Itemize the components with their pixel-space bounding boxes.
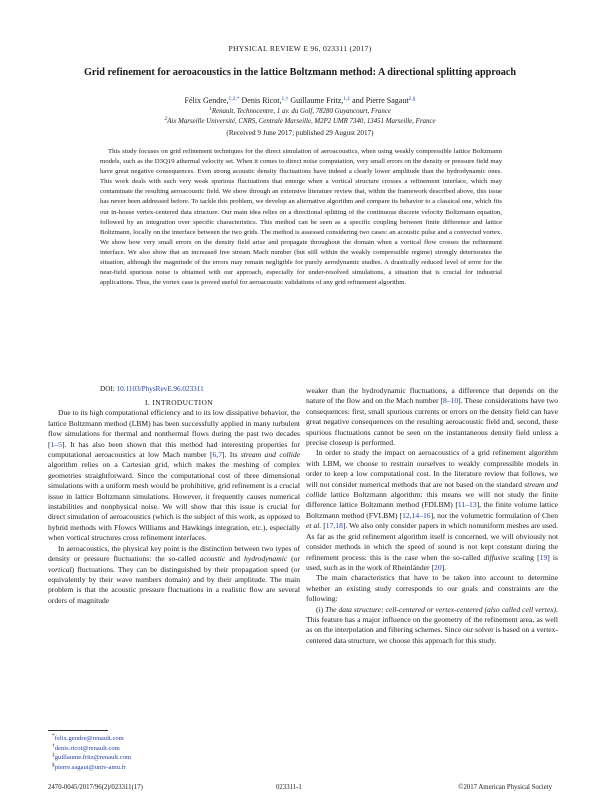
doi-label: DOI: (100, 385, 115, 393)
citation-link[interactable]: 19 (539, 552, 548, 562)
author-name: Guillaume Fritz, (290, 96, 344, 105)
footnote: †denis.ricot@renault.com (52, 742, 120, 752)
footnotes (52, 734, 131, 772)
author-list (0, 96, 600, 105)
author-name: Félix Gendre, (184, 96, 229, 105)
citation-link[interactable]: 11–13 (457, 500, 477, 510)
citation-link[interactable]: 8–10 (442, 396, 459, 406)
doi-link[interactable]: 10.1103/PhysRevE.96.023311 (116, 385, 204, 393)
footnote: ‡guillaume.fritz@renault.com (52, 752, 132, 762)
paragraph: weaker than the hydrodynamic fluctuations, a difference that depends on the nature of the flow and on the Mach number [8–10]. These considerations have two consequences: first, small spurious currents or errors on the density field can have great negative consequences on the resulting aeroacoustic field and, second, these spurious fluctuations cannot be seen on the instantaneous density field unless a precise closeup is performed. (306, 386, 558, 448)
journal-header: PHYSICAL REVIEW E 96, 023311 (2017) (228, 44, 372, 53)
author-affiliation-link[interactable]: 1,† (281, 96, 289, 102)
abstract: This study focuses on grid refinement techniques for the direct simulation of aeroacoustics, when using weakly compressible lattice Boltzmann models, such as the D3Q19 athermal velocity set. When it comes to direct noise computation, very small errors on the density or pressure field may have great negative consequences. Even strong acoustic density fluctuations have indeed a clearly lower amplitude than the hydrodynamic ones. This work deals with such very weak spurious fluctuations that emerge when a vortical structure crosses a refinement interface, which may contaminate the resulting aeroacoustic field. We show through an extensive literature review that, within the framework described above, this issue has never been addressed before. To tackle this problem, we develop an alternative algorithm and compare its behavior to a classical one, which fits our in-house vertex-centered data structure. Our main idea relies on a directional splitting of the continuous discrete velocity Boltzmann equation, followed by an integration over specific characteristics. This method can be seen as a specific coupling between finite difference and lattice Boltzmann, locally on the interface between the two grids. The method is assessed considering two cases: an acoustic pulse and a convected vortex. We show how very small errors on the density field arise and propagate throughout the domain when a vortical flow crosses the refinement interface. We also show that an increased free stream Mach number (but still within the weakly compressible regime) strongly deteriorates the situation, although the magnitude of the errors may remain negligible for purely aerodynamic studies. A drastically reduced level of error for the near-field spurious noise is obtained with our approach, especially for under-resolved simulations, a situation that is crucial for industrial applications. Thus, the vortex case is proved useful for aeroacoustic validations of any grid refinement algorithm. (100, 148, 502, 287)
paragraph: Due to its high computational efficiency and to its low dissipative behavior, the lattice Boltzmann method (LBM) has been successfully applied in many turbulent flow simulations for thermal and nonthermal flows during the past two decades [1–5]. It has also been shown that this method had interesting properties for computational aeroacoustics at low Mach number [6,7]. Its stream and collide algorithm relies on a Cartesian grid, which makes the meshing of complex geometries straightforward. Since the computational cost of three dimensional simulations with a uniform mesh would be prohibitive, grid refinement is a crucial issue in lattice Boltzmann simulations. However, it frequently causes numerical instabilities and nonphysical noise. We will show that this issue is crucial for direct simulation of aeroacoustics (which is the subject of this work, as opposed to hybrid methods with Ffowcs Williams and Hawkings integration, etc.), especially when vortical structures cross refinement interfaces. (48, 408, 300, 543)
affiliation-2: $^2$Aix Marseille Université, CNRS, Centrale Marseille, M2P2 UMR 7340, 13451 Marseille, France (164, 116, 436, 125)
citation-link[interactable]: 20 (434, 562, 442, 572)
citation-link[interactable]: 17,18 (325, 521, 343, 531)
author-name: Denis Ricot, (241, 96, 282, 105)
author-affiliation-link[interactable]: 1,2,* (228, 96, 240, 102)
email-link[interactable]: pierre.sagaut@univ-amu.fr (54, 763, 126, 771)
citation-link[interactable]: 1–5 (50, 439, 62, 449)
email-link[interactable]: felix.gendre@renault.com (54, 735, 124, 742)
footnote: §pierre.sagaut@univ-amu.fr (52, 761, 126, 771)
left-column (48, 386, 300, 606)
paragraph: (i) The data structure: cell-centered or vertex-centered (also called cell vertex). This feature has a major influence on the geometry of the refinement area, as well as on the interpolation and filtering schemes. Since our solver is based on a vertex-centered data structure, we choose this approach for this study. (306, 604, 558, 645)
footnote-divider (48, 730, 108, 731)
paragraph: In order to study the impact on aeroacoustics of a grid refinement algorithm with LBM, we choose to restrain ourselves to weakly compressible models in order to keep a low computational cost. In the literature review that follows, we will not consider numerical methods that are not based on the standard stream and collide lattice Boltzmann algorithm: this means we will not study the finite difference lattice Boltzmann method (FDLBM) [11–13], the finite volume lattice Boltzmann method (FVLBM) [12,14–16], nor the volumetric formulation of Chen et al. [17,18]. We also only consider papers in which nonuniform meshes are used. As far as the grid refinement algorithm itself is concerned, we will obviously not consider methods in which the speed of sound is not kept constant during the refinement process: this is the case when the so-called diffusive scaling [19] is used, such as in the work of Rheinländer [20]. (306, 448, 558, 572)
section-heading: I. INTRODUCTION (145, 398, 213, 407)
paragraph: The main characteristics that have to be taken into account to determine whether an existing study corresponds to our goals and constraints are the following: (306, 573, 558, 604)
received-date: (Received 9 June 2017; published 29 August 2017) (226, 129, 374, 137)
email-link[interactable]: guillaume.fritz@renault.com (54, 754, 132, 762)
citation-link[interactable]: 12,14–16 (402, 510, 431, 520)
author-name: and Pierre Sagaut (352, 96, 409, 105)
right-column (306, 386, 558, 646)
paragraph: In aeroacoustics, the physical key point is the distinction between two types of density or pressure fluctuations: the so-called acoustic and hydrodynamic (or vortical) fluctuations. They can be distinguished by their propagation speed (or equivalently by their wave numbers domain) and by their amplitude. The main problem is that the acoustic pressure fluctuations in a realistic flow are several orders of magnitude (48, 543, 300, 605)
author-affiliation-link[interactable]: 1,‡ (343, 96, 351, 102)
citation-link[interactable]: 6,7 (212, 450, 222, 460)
author-affiliation-link[interactable]: 2,§ (408, 96, 416, 102)
paper-title: Grid refinement for aeroacoustics in the lattice Boltzmann method: A directional splitting approach (83, 67, 516, 78)
page-number: 023311-1 (276, 784, 302, 791)
footer-copyright: ©2017 American Physical Society (458, 784, 552, 791)
footer-issn: 2470-0045/2017/96(2)/023311(17) (48, 784, 143, 791)
footnote: *felix.gendre@renault.com (52, 733, 124, 742)
affiliation-1: $^1$Renault, Technocentre, 1 av. du Golf, 78280 Guyancourt, France (209, 106, 391, 115)
email-link[interactable]: denis.ricot@renault.com (54, 744, 120, 752)
